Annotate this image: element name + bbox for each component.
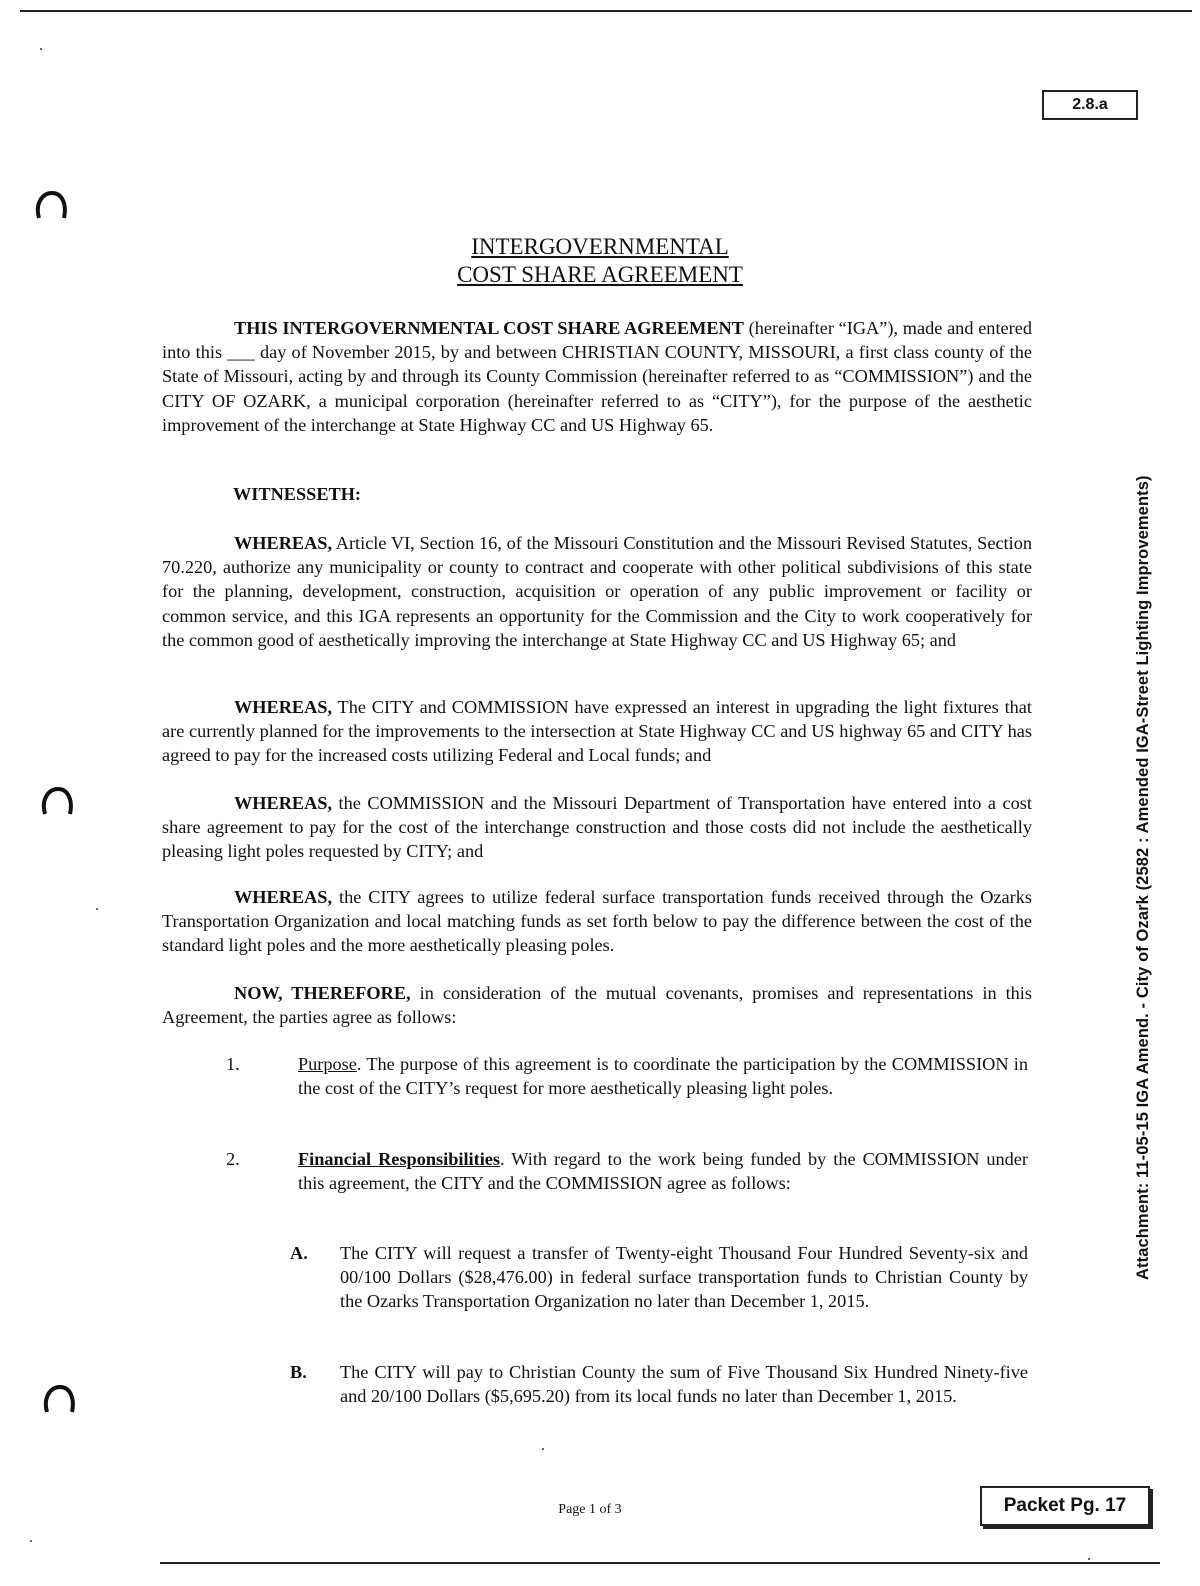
now-therefore-label: NOW, THEREFORE, <box>234 983 411 1003</box>
scan-speck <box>1088 1558 1090 1560</box>
whereas-paragraph-4 <box>162 885 1032 958</box>
list-item-body <box>298 1147 1028 1195</box>
top-scan-rule <box>20 10 1192 12</box>
list-item-number: 1. <box>226 1054 240 1074</box>
page-number: Page 1 of 3 <box>558 1502 622 1517</box>
whereas-label: WHEREAS, <box>234 533 333 553</box>
witnesseth-heading: WITNESSETH: <box>233 484 362 504</box>
document-title-line-2: COST SHARE AGREEMENT <box>457 262 743 287</box>
list-item-text: . With regard to the work being funded by the COMMISSION under this agreement, the CITY and the COMMISSION agree as follows: <box>298 1149 1028 1194</box>
punch-hole-icon <box>34 188 68 224</box>
whereas-label: WHEREAS, <box>234 887 333 907</box>
list-item-body <box>298 1052 1028 1100</box>
packet-page-box <box>980 1486 1150 1526</box>
whereas-paragraph-3 <box>162 791 1032 864</box>
scan-speck <box>542 1448 544 1450</box>
list-item-heading: Purpose <box>298 1054 357 1074</box>
scan-speck <box>40 48 42 50</box>
agenda-tag <box>1042 90 1138 120</box>
now-therefore-text: in consideration of the mutual covenants, promises and representations in this Agreement, the parties agree as follows: <box>162 983 1032 1028</box>
whereas-paragraph-1 <box>162 531 1032 652</box>
intro-paragraph <box>162 316 1032 437</box>
packet-page-text: Packet Pg. 17 <box>1003 1495 1127 1516</box>
whereas-text-3: the COMMISSION and the Missouri Department of Transportation have entered into a cost share agreement to pay for the cost of the interchange construction and those costs did not include the aesthetically pleasing light poles requested by CITY; and <box>162 793 1032 862</box>
whereas-paragraph-2 <box>162 695 1032 768</box>
whereas-label: WHEREAS, <box>234 697 333 717</box>
agenda-tag-text: 2.8.a <box>1072 96 1108 113</box>
sub-item-text: The CITY will request a transfer of Twenty-eight Thousand Four Hundred Seventy-six and 00/100 Dollars ($28,476.00) in federal surface transportation funds to Christian County by the Ozarks Transportation Organization no later than December 1, 2015. <box>340 1243 1028 1312</box>
bottom-scan-rule <box>160 1562 1160 1564</box>
now-therefore-paragraph <box>162 981 1032 1029</box>
punch-hole-icon <box>40 784 74 820</box>
whereas-text-1: Article VI, Section 16, of the Missouri Constitution and the Missouri Revised Statutes, Section 70.220, authorize any municipality or county to contract and cooperate with other political subdivisions of this state for the planning, development, construction, acquisition or operation of any public improvement or facility or common service, and this IGA represents an opportunity for the Commission and the City to work cooperatively for the common good of aesthetically improving the interchange at State Highway CC and US Highway 65; and <box>162 533 1032 650</box>
sub-item-text: The CITY will pay to Christian County the sum of Five Thousand Six Hundred Ninety-five and 20/100 Dollars ($5,695.20) from its local funds no later than December 1, 2015. <box>340 1362 1028 1407</box>
scan-speck <box>96 908 98 910</box>
list-item-text: . The purpose of this agreement is to coordinate the participation by the COMMISSION in the cost of the CITY’s request for more aesthetically pleasing light poles. <box>298 1054 1028 1099</box>
intro-bold-lead: THIS INTERGOVERNMENTAL COST SHARE AGREEMENT <box>234 318 744 338</box>
sub-item-letter: A. <box>290 1243 308 1263</box>
whereas-label: WHEREAS, <box>234 793 333 813</box>
attachment-sidebar-label: Attachment: 11-05-15 IGA Amend. - City of Ozark (2582 : Amended IGA-Street Lighting Improvements) <box>1134 475 1152 1280</box>
scan-speck <box>30 1540 32 1542</box>
list-item-heading: Financial Responsibilities <box>298 1149 501 1169</box>
document-title-line-1: INTERGOVERNMENTAL <box>471 234 729 259</box>
punch-hole-icon <box>42 1382 76 1418</box>
intro-text: (hereinafter “IGA”), made and entered into this ___ day of November 2015, by and between CHRISTIAN COUNTY, MISSOURI, a first class county of the State of Missouri, acting by and through its County Commission (hereinafter referred to as “COMMISSION”) and the CITY OF OZARK, a municipal corporation (hereinafter referred to as “CITY”), for the purpose of the aesthetic improvement of the interchange at State Highway CC and US Highway 65. <box>162 318 1032 435</box>
sub-item-letter: B. <box>290 1362 307 1382</box>
whereas-text-2: The CITY and COMMISSION have expressed an interest in upgrading the light fixtures that are currently planned for the improvements to the intersection at State Highway CC and US highway 65 and CITY has agreed to pay for the increased costs utilizing Federal and Local funds; and <box>162 697 1032 766</box>
list-item-number: 2. <box>226 1149 240 1169</box>
whereas-text-4: the CITY agrees to utilize federal surface transportation funds received through the Ozarks Transportation Organization and local matching funds as set forth below to pay the difference between the cost of the standard light poles and the more aesthetically pleasing poles. <box>162 887 1032 956</box>
